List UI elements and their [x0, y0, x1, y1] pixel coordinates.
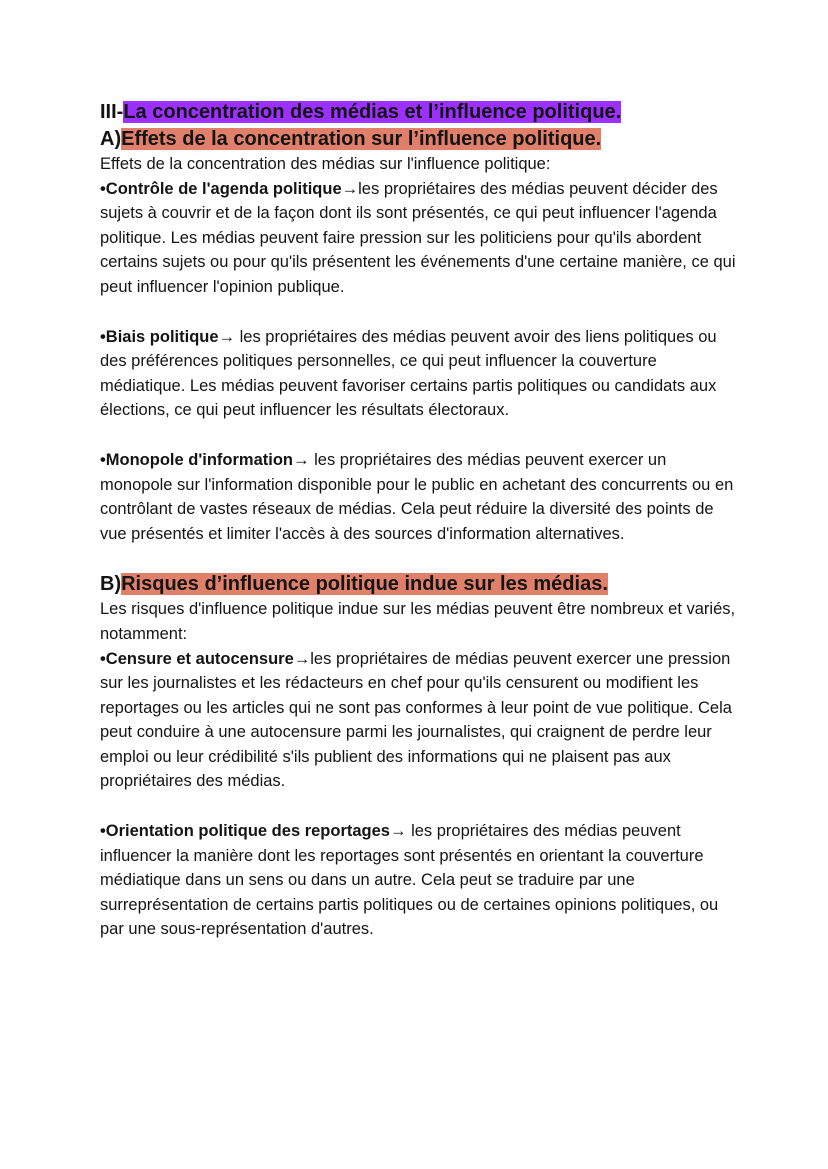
item-text: → les propriétaires des médias peuvent exercer un monopole sur l'information disponible pour le public en achetant des concurrents ou en contrôlant de vastes réseaux de médias. Cela peut réduire la diversité des points de vue présentés et limiter l'accès à des sources d'information alternatives.	[100, 450, 734, 543]
section-3-title: La concentration des médias et l’influence politique.	[123, 101, 622, 123]
paragraph-gap	[100, 300, 740, 325]
section-a-prefix: A)	[100, 128, 122, 150]
section-a-paragraph-3	[100, 448, 740, 546]
item-term: •Monopole d'information	[100, 450, 294, 469]
item-term: •Censure et autocensure	[100, 649, 294, 668]
section-a-paragraph-1	[100, 152, 740, 300]
item-text: →les propriétaires des médias peuvent décider des sujets à couvrir et de la façon dont ils sont présentés, ce qui peut influencer l'agenda politique. Les médias peuvent faire pression sur les politiciens pour qu'ils abordent certains sujets ou pour qu'ils présentent les événements d'une certaine manière, ce qui peut influencer l'opinion publique.	[100, 179, 736, 296]
section-b-heading	[100, 571, 740, 597]
item-term: •Contrôle de l'agenda politique	[100, 179, 342, 198]
paragraph-gap	[100, 794, 740, 819]
section-3-heading	[100, 99, 740, 126]
section-a-title: Effets de la concentration sur l’influence politique.	[121, 128, 602, 150]
item-term: •Orientation politique des reportages	[100, 822, 390, 841]
section-3-prefix: III-	[100, 101, 124, 123]
section-a-paragraph-2	[100, 325, 740, 423]
document-page	[100, 99, 740, 942]
section-b-paragraph-1	[100, 597, 740, 794]
section-b-paragraph-2	[100, 819, 740, 942]
section-a-intro: Effets de la concentration des médias sur l'influence politique:	[100, 155, 551, 173]
item-text: → les propriétaires des médias peuvent influencer la manière dont les reportages sont présentés en orientant la couverture médiatique dans un sens ou dans un autre. Cela peut se traduire par une surreprésentation de certains partis politiques ou de certaines opinions politiques, ou par une sous-représentation d'autres.	[100, 822, 719, 939]
item-term: •Biais politique	[100, 327, 219, 346]
paragraph-gap	[100, 423, 740, 448]
item-text: →les propriétaires de médias peuvent exercer une pression sur les journalistes et les rédacteurs en chef pour qu'ils censurent ou modifient les reportages ou les articles qui ne sont pas conformes à leur point de vue politique. Cela peut conduire à une autocensure parmi les journalistes, qui craignent de perdre leur emploi ou leur crédibilité s'ils publient des informations qui ne plaisent pas aux propriétaires des médias.	[100, 649, 732, 791]
item-text: → les propriétaires des médias peuvent avoir des liens politiques ou des préférences politiques personnelles, ce qui peut influencer la couverture médiatique. Les médias peuvent favoriser certains partis politiques ou candidats aux élections, ce qui peut influencer les résultats électoraux.	[100, 327, 717, 420]
section-b-title: Risques d’influence politique indue sur les médias.	[121, 573, 608, 596]
section-a-heading	[100, 126, 740, 152]
section-gap	[100, 546, 740, 571]
section-b-prefix: B)	[100, 573, 122, 596]
section-b-intro: Les risques d'influence politique indue sur les médias peuvent être nombreux et variés, notamment:	[100, 600, 736, 643]
